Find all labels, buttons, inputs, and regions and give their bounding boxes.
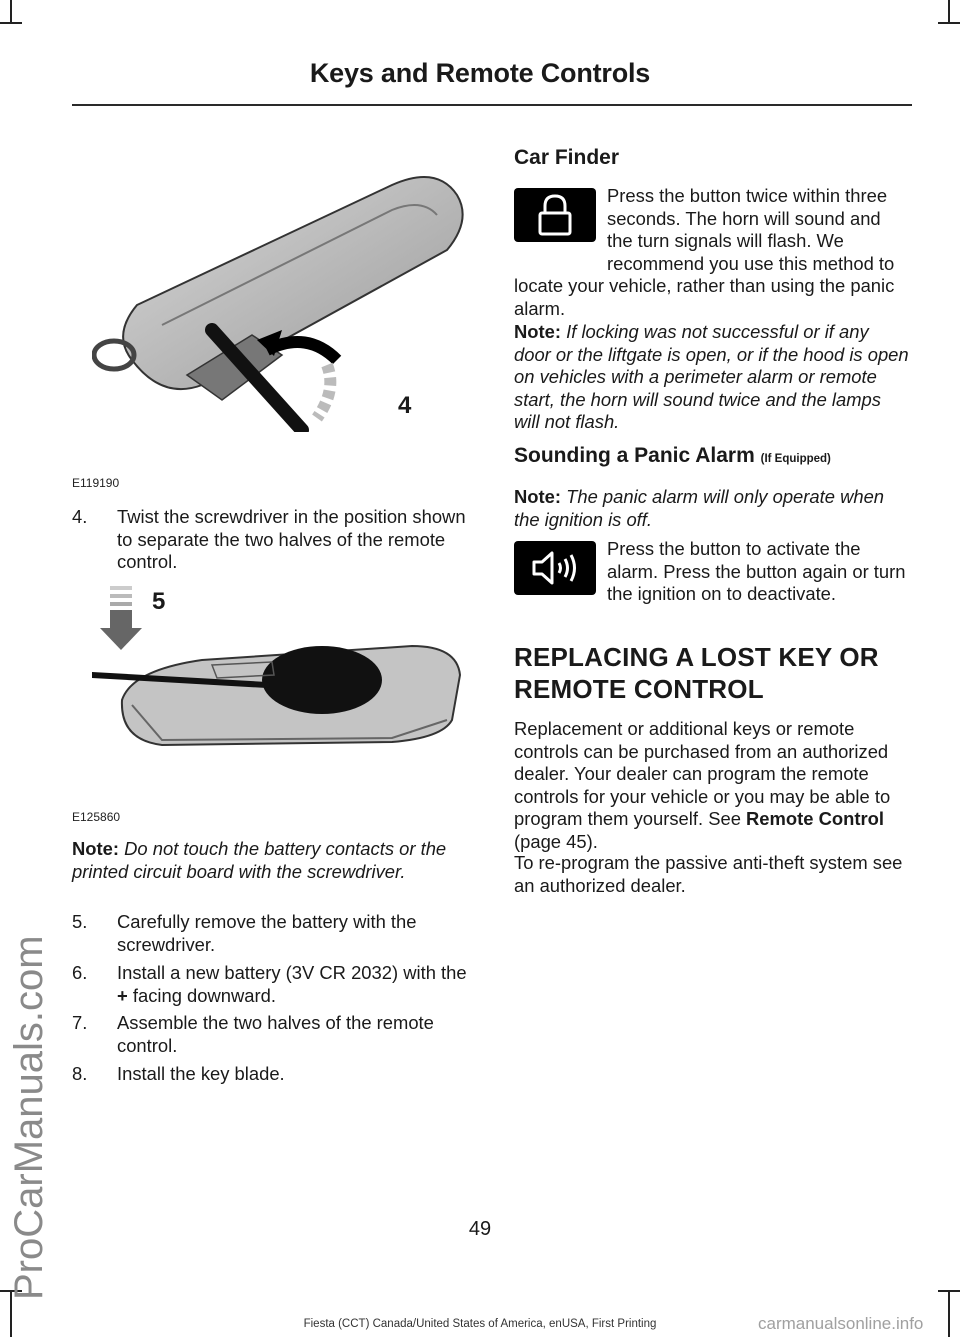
step-5-text: Carefully remove the battery with the screwdriver. [117,911,417,955]
replacing-key-text: Replacement or additional keys or remote controls can be purchased from an authorized dealer. Your dealer can program the remote controls for your vehicle or you may be able to program them yourself. See [514,718,891,830]
replacing-key-paragraph-2: To re-program the passive anti-theft system see an authorized dealer. [514,852,903,896]
horn-speaker-icon [514,541,596,595]
step-6-text [117,962,482,1007]
step-5-number: 5. [72,911,88,932]
left-note [72,838,482,883]
panic-note-text: The panic alarm will only operate when the ignition is off. [514,486,885,530]
figure1-callout: 4 [398,392,412,419]
car-finder-note-label: Note: [514,321,561,342]
left-note-text: Do not touch the battery contacts or the printed circuit board with the screwdriver. [72,838,447,882]
page-number: 49 [468,1218,492,1240]
left-note-label: Note: [72,838,119,859]
figure2-code: E125860 [72,810,121,824]
replacing-key-paragraph-1 [514,718,910,854]
step-6-text-before: Install a new battery (3V CR 2032) with the [117,962,467,983]
crop-mark-top-right [948,0,950,22]
down-arrow-icon [100,586,142,650]
step-4 [72,506,482,574]
panic-alarm-heading-text: Sounding a Panic Alarm [514,444,755,467]
side-watermark: ProCarManuals.com [7,935,51,1300]
step-8-number: 8. [72,1063,88,1084]
crop-mark-top-left-h [0,22,22,24]
step-4-number: 4. [72,506,88,527]
remote-control-link[interactable]: Remote Control [746,808,884,830]
panic-alarm-heading-suffix: (If Equipped) [760,453,831,465]
step-5 [72,911,482,956]
remote-battery-illustration [92,580,468,772]
crop-mark-top-left [10,0,12,22]
replacing-key-heading [514,641,879,705]
replacing-key-heading-line2: REMOTE CONTROL [514,674,764,704]
panic-button-icon [514,541,596,595]
car-finder-note [514,321,910,434]
figure2-callout: 5 [152,588,166,615]
panic-note-label: Note: [514,486,561,507]
step-6 [72,962,482,1007]
car-finder-text: Press the button twice within three seconds. The horn will sound and the turn signals will flash. We recommend you use this method to locate your vehicle, rather than using the panic alarm. [514,185,895,319]
edition-line: Fiesta (CCT) Canada/United States of America, enUSA, First Printing [303,1318,657,1330]
step-7 [72,1012,482,1057]
remote-control-page-ref: (page 45). [514,830,598,852]
panic-paragraph: Press the button to activate the alarm. Press the button again or turn the ignition on to deactivate. [607,538,906,605]
panic-alarm-heading [514,444,831,468]
step-7-number: 7. [72,1012,88,1033]
crop-mark-bottom-right-h [938,1290,960,1292]
step-6-number: 6. [72,962,88,983]
car-finder-note-text: If locking was not successful or if any door or the liftgate is open, or if the hood is open on vehicles with a perimeter alarm or remote start, the horn will sound twice and the lamps will not flash. [514,321,909,433]
step-7-text: Assemble the two halves of the remote control. [117,1012,434,1056]
car-finder-heading: Car Finder [514,146,620,169]
panic-note [514,486,910,531]
remote-open-illustration [92,160,468,432]
step-8 [72,1063,482,1086]
step-6-text-after: facing downward. [127,984,276,1006]
header-rule [72,104,912,106]
figure1-code: E119190 [72,476,120,490]
step-4-text: Twist the screwdriver in the position shown to separate the two halves of the remote control. [117,506,466,573]
crop-mark-top-right-h [938,22,960,24]
car-finder-paragraph [514,185,910,321]
step-8-text: Install the key blade. [117,1063,285,1084]
lock-icon-spacer [514,185,607,253]
plus-symbol: + [117,984,128,1006]
replacing-key-heading-line1: REPLACING A LOST KEY OR [514,642,879,672]
footer-watermark: carmanualsonline.info [758,1314,924,1333]
page-header-title: Keys and Remote Controls [309,58,651,88]
